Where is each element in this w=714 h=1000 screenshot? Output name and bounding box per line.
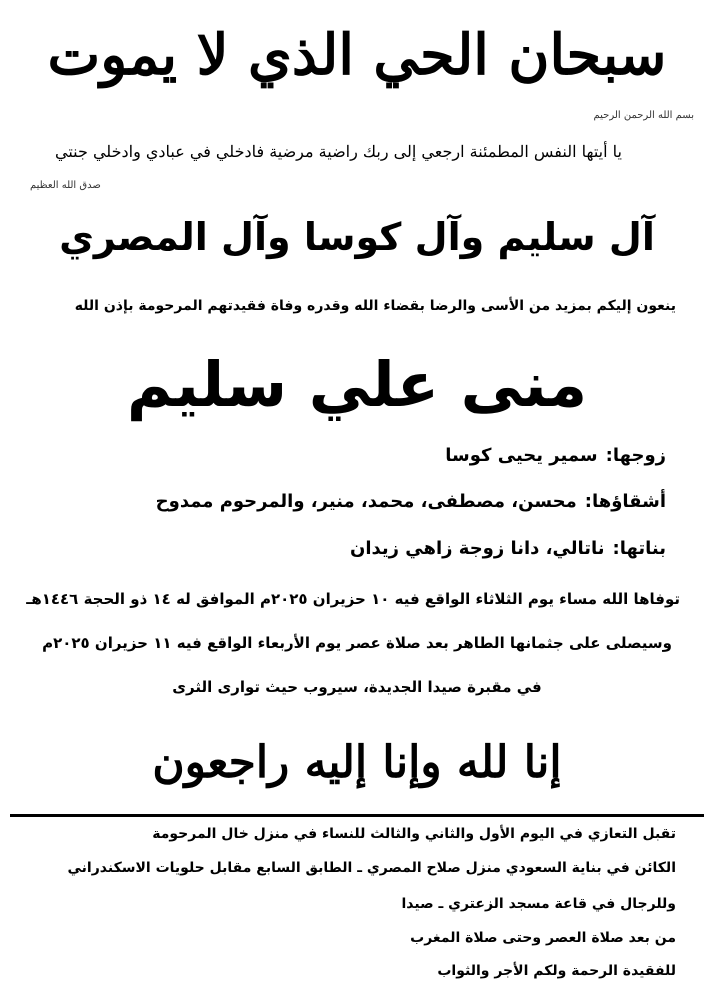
footer-calligraphy: إنا لله وإنا إليه راجعون xyxy=(152,737,562,788)
relative-names: محسن، مصطفى، محمد، منير، والمرحوم ممدوح xyxy=(155,491,577,512)
calligraphy-title: سبحان الحي الذي لا يموت xyxy=(47,22,667,88)
relative-label: أشقاؤها: xyxy=(584,491,666,512)
relative-siblings xyxy=(156,491,666,512)
quran-verse: يا أيتها النفس المطمئنة ارجعي إلى ربك راضية مرضية فادخلي في عبادي وادخلي جنتي xyxy=(55,142,622,161)
families-heading: آل سليم وآل كوسا وآل المصري xyxy=(59,215,655,259)
condolence-line: تقبل التعازي في اليوم الأول والثاني والثالث للنساء في منزل خال المرحومة xyxy=(152,826,676,842)
relative-names: سمير يحيى كوسا xyxy=(445,445,598,466)
death-date-line: توفاها الله مساء يوم الثلاثاء الواقع فيه ١٠ حزيران ٢٠٢٥م الموافق له ١٤ ذو الحجة ١٤٤٦هـ xyxy=(26,590,680,608)
relative-daughters xyxy=(350,538,666,559)
burial-line: في مقبرة صيدا الجديدة، سيروب حيث توارى الثرى xyxy=(172,678,542,696)
funeral-prayer-line: وسيصلى على جثمانها الطاهر بعد صلاة عصر يوم الأربعاء الواقع فيه ١١ حزيران ٢٠٢٥م xyxy=(42,634,672,652)
announcement-intro: ينعون إليكم بمزيد من الأسى والرضا بقضاء الله وقدره وفاة فقيدتهم المرحومة بإذن الله xyxy=(74,298,676,314)
relative-husband xyxy=(445,445,666,466)
relative-names: ناتالي، دانا زوجة زاهي زيدان xyxy=(349,538,605,559)
relative-label: بناتها: xyxy=(612,538,666,559)
divider xyxy=(10,814,704,817)
verse-attribution: صدق الله العظيم xyxy=(30,180,101,191)
condolence-line: من بعد صلاة العصر وحتى صلاة المغرب xyxy=(410,930,676,946)
condolence-line: وللرجال في قاعة مسجد الزعتري ـ صيدا xyxy=(401,896,676,912)
condolence-line: للفقيدة الرحمة ولكم الأجر والثواب xyxy=(437,963,676,979)
relative-label: زوجها: xyxy=(605,445,666,466)
basmala: بسم الله الرحمن الرحيم xyxy=(593,110,694,121)
deceased-name: منى علي سليم xyxy=(126,348,588,421)
condolence-line: الكائن في بناية السعودي منزل صلاح المصري ـ الطابق السابع مقابل حلويات الاسكندراني xyxy=(67,860,676,876)
